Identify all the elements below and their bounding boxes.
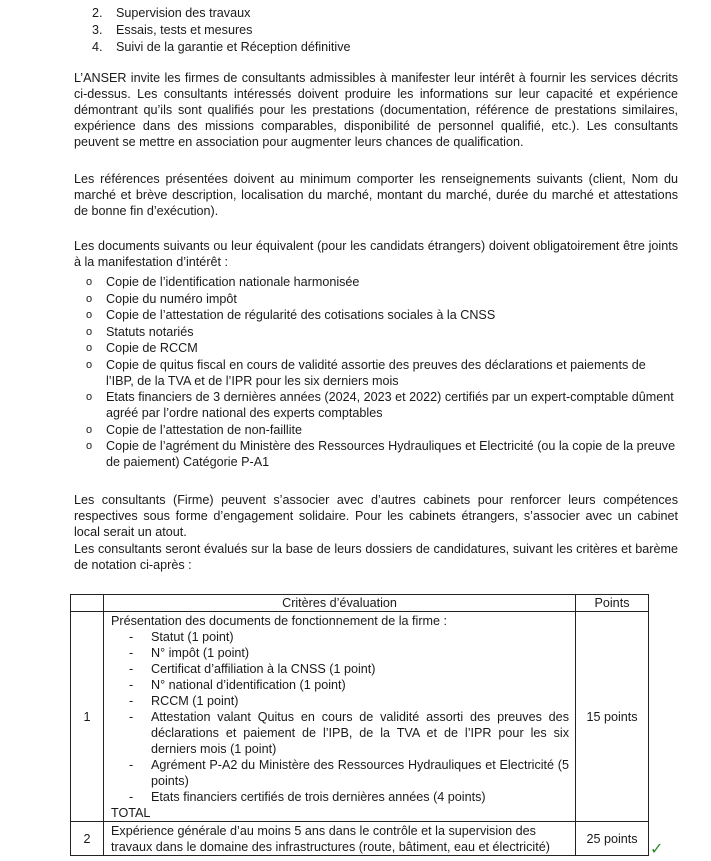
list-item: o Copie de l’attestation de régularité des cotisations sociales à la CNSS (86, 308, 496, 322)
criteria-intro: Présentation des documents de fonctionnement de la firme : (111, 614, 448, 628)
header-points: Points (576, 595, 649, 612)
points-cell: 25 points (576, 822, 649, 856)
list-item: o Copie de RCCM (86, 341, 198, 355)
table-row (71, 612, 649, 822)
list-item: - Certificat d’affiliation à la CNSS (1 point) (129, 662, 376, 676)
checkmark-icon: ✓ (650, 841, 664, 858)
list-item: - N° national d’identification (1 point) (129, 678, 346, 692)
list-item: 3. Essais, tests et mesures (92, 23, 253, 37)
list-item: 2. Supervision des travaux (92, 6, 251, 20)
paragraph-documents-intro: Les documents suivants ou leur équivalent (pour les candidats étrangers) doivent obligatoirement être joints à la manifestation d’intérêt : (74, 239, 678, 269)
list-item: - Agrément P-A2 du Ministère des Ressources Hydrauliques et Electricité (5 points) (129, 758, 569, 788)
criteria-cell (104, 822, 576, 856)
paragraph-references: Les références présentées doivent au minimum comporter les renseignements suivants (client, Nom du marché et brève description, localisation du marché, montant du marché, durée du marché et attestations de bonne fin d’exécution). (74, 172, 678, 218)
list-item: o Copie de l’identification nationale harmonisée (86, 275, 360, 289)
criteria-cell (104, 612, 576, 822)
evaluation-criteria-table (70, 594, 649, 856)
list-item: - RCCM (1 point) (129, 694, 239, 708)
list-item: - Statut (1 point) (129, 630, 234, 644)
paragraph-invite: L’ANSER invite les firmes de consultants admissibles à manifester leur intérêt à fournir les services décrits ci-dessus. Les consultants intéressés doivent produire les informations sur leur capacité et expérience démontrant qu’ils sont qualifiés pour les prestations (documentation, référence de prestations similaires, expérience dans des missions comparables, disponibilité de personnel qualifié, etc.). Les consultants peuvent se mettre en association pour augmenter leurs chances de qualification. (74, 71, 678, 149)
paragraph-evaluation: Les consultants seront évalués sur la base de leurs dossiers de candidatures, suivant les critères et barème de notation ci-après : (74, 542, 678, 572)
numbered-list (92, 5, 351, 56)
row-number: 2 (71, 822, 104, 856)
list-item: o Copie de quitus fiscal en cours de validité assortie des preuves des déclarations et paiements de l’IBP, de la TVA et de l’IPR pour les six derniers mois (86, 357, 646, 388)
list-item: o Copie de l’agrément du Ministère des Ressources Hydrauliques et Electricité (ou la copie de la preuve de paiement) Catégorie P-A1 (86, 439, 676, 469)
criteria-total: TOTAL (111, 806, 151, 820)
list-item: o Copie du numéro impôt (86, 291, 237, 306)
paragraph-association: Les consultants (Firme) peuvent s’associer avec d’autres cabinets pour renforcer leurs compétences respectives sous forme d’engagement solidaire. Pour les cabinets étrangers, s’associer avec un cabinet local serait un atout. (74, 493, 678, 539)
list-item: o Statuts notariés (86, 324, 194, 339)
row-number: 1 (71, 612, 104, 822)
table-row (71, 822, 649, 856)
points-cell: 15 points (576, 612, 649, 822)
list-item: o Copie de l’attestation de non-faillite (86, 422, 303, 437)
required-documents-list (86, 274, 676, 471)
header-num (71, 595, 104, 612)
list-item: - Attestation valant Quitus en cours de validité assorti des preuves des déclarations et paiement de l’IPB, de la TVA et de l’IPR pour les six derniers mois (1 point) (129, 710, 569, 756)
table-header-row (71, 595, 649, 612)
criteria-intro: Expérience générale d’au moins 5 ans dans le contrôle et la supervision des travaux dans le domaine des infrastructures (route, bâtiment, eau et électricité) (111, 824, 550, 854)
list-item: - N° impôt (1 point) (129, 646, 250, 660)
list-item: - Etats financiers certifiés de trois dernières années (4 points) (129, 790, 486, 804)
criteria-items (111, 629, 569, 805)
header-criteria: Critères d’évaluation (104, 595, 576, 612)
list-item: o Etats financiers de 3 dernières années (2024, 2023 et 2022) certifiés par un expert-comptable dûment agréé par l’ordre national des experts comptables (86, 390, 674, 420)
list-item: 4. Suivi de la garantie et Réception définitive (92, 40, 351, 54)
